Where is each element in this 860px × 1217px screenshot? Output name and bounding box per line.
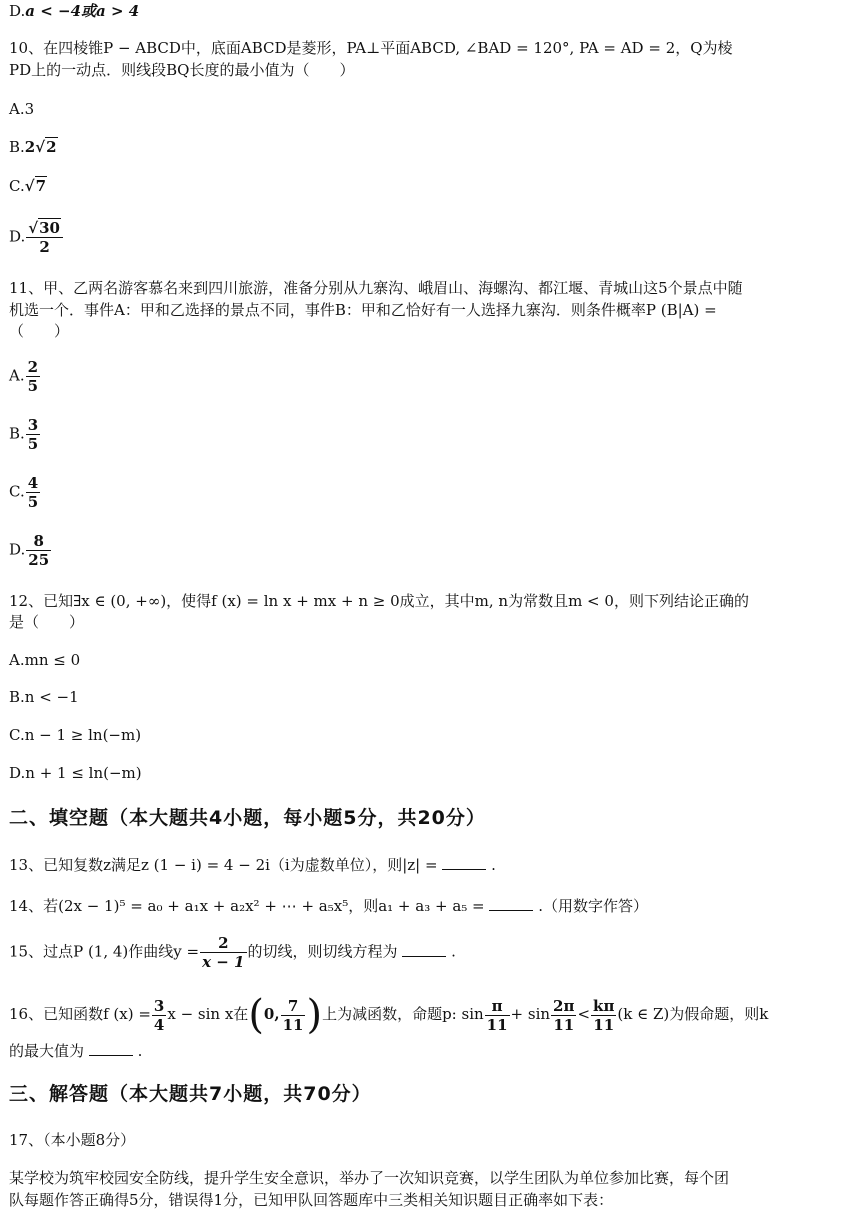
fraction-numerator: 2 xyxy=(200,934,246,953)
fraction-numerator: 2π xyxy=(553,996,575,1015)
q11-option-d xyxy=(9,532,850,569)
option-label: D. xyxy=(9,227,26,246)
q17-heading: 17、（本小题8分） xyxy=(9,1131,136,1149)
q10-option-c: C.√7 xyxy=(9,177,47,195)
option-expr: a < −4或a > 4 xyxy=(25,2,140,20)
q12-stem-line1: 12、已知∃x ∈ (0, +∞)，使得f (x) = ln x + mx + n ≥ 0成立，其中m, n为常数且m < 0，则下列结论正确的 xyxy=(9,592,749,610)
fraction-numerator: 4 xyxy=(27,474,39,492)
fraction-denominator: 11 xyxy=(486,1015,508,1034)
question-end: . xyxy=(137,1042,143,1060)
q11-option-b xyxy=(9,416,850,453)
option-label: A. xyxy=(9,366,25,385)
question-text: 15、过点P (1, 4)作曲线y = xyxy=(9,942,200,961)
fraction-denominator: 4 xyxy=(153,1015,165,1034)
fraction-numerator: π xyxy=(485,997,510,1016)
fraction-numerator: 2 xyxy=(27,358,39,376)
right-paren: ) xyxy=(306,992,323,1038)
question-text: 的切线，则切线方程为 xyxy=(247,942,398,961)
fraction-numerator: kπ xyxy=(593,996,615,1015)
q11-option-c xyxy=(9,474,850,511)
q17-text-line1: 某学校为筑牢校园安全防线，提升学生安全意识，举办了一次知识竞赛，以学生团队为单位参加比赛，每个团 xyxy=(9,1169,730,1187)
fraction-numerator: 3 xyxy=(153,996,165,1015)
fraction-denominator: 11 xyxy=(553,1015,575,1034)
q11-stem-line3: （ ） xyxy=(9,322,70,340)
fraction-denominator: 5 xyxy=(27,435,39,453)
section-heading-solve: 三、解答题（本大题共7小题，共70分） xyxy=(9,1083,372,1105)
fraction-denominator: 11 xyxy=(593,1015,615,1034)
q17-text-line2: 队每题作答正确得5分，错误得1分，已知甲队回答题库中三类相关知识题目正确率如下表： xyxy=(9,1191,614,1209)
fraction-numerator: 8 xyxy=(26,532,51,551)
operator: + sin xyxy=(510,1005,551,1023)
answer-blank[interactable] xyxy=(442,855,486,870)
q11-stem-line1: 11、甲、乙两名游客慕名来到四川旅游，准备分别从九寨沟、峨眉山、海螺沟、都江堰、青城山这5个景点中随 xyxy=(9,279,743,297)
q10-stem-line2: PD上的一动点．则线段BQ长度的最小值为（ ） xyxy=(9,61,355,79)
q10-option-d: D. $\frac{√30}{2}$ xyxy=(9,219,850,256)
fraction-denominator: 2 xyxy=(39,238,50,256)
q16-line2 xyxy=(9,1040,850,1062)
q12-option-a: A.mn ≤ 0 xyxy=(9,651,81,669)
question-end: . xyxy=(451,942,456,961)
option-label: D. xyxy=(9,2,26,20)
radicand: 2 xyxy=(46,138,57,156)
question-text: 16、已知函数f (x) = xyxy=(9,1005,151,1023)
option-label: B. xyxy=(9,138,25,156)
fraction-denominator: 25 xyxy=(28,551,50,569)
q12-option-b: B.n < −1 xyxy=(9,688,79,706)
question-text: x − sin x在 xyxy=(167,1005,249,1023)
q12-option-c: C.n − 1 ≥ ln(−m) xyxy=(9,726,142,744)
fraction-denominator: 5 xyxy=(27,377,39,395)
q15 xyxy=(9,934,850,971)
section-heading-fill-in: 二、填空题（本大题共4小题，每小题5分，共20分） xyxy=(9,807,486,829)
interval-start: 0, xyxy=(263,1005,280,1023)
coef: 2 xyxy=(24,138,36,156)
q12-stem-line2: 是（ ） xyxy=(9,613,85,631)
question-text: 14、若(2x − 1)⁵ = a₀ + a₁x + a₂x² + ⋯ + a₅x⁵，则a₁ + a₃ + a₅ = xyxy=(9,897,485,915)
option-label: D. xyxy=(9,540,26,559)
q10-option-b: B.2√2 xyxy=(9,138,57,156)
q11-option-a xyxy=(9,358,850,395)
option-label: C. xyxy=(9,177,25,195)
answer-blank[interactable] xyxy=(402,942,446,957)
fraction-denominator: x − 1 xyxy=(202,953,245,971)
q14 xyxy=(9,895,850,917)
q12-option-d: D.n + 1 ≤ ln(−m) xyxy=(9,764,142,782)
q10-stem-line1: 10、在四棱锥P − ABCD中，底面ABCD是菱形，PA⊥平面ABCD, ∠BAD = 120°, PA = AD = 2，Q为棱 xyxy=(9,39,733,57)
fraction-denominator: 5 xyxy=(27,493,39,511)
answer-blank[interactable] xyxy=(89,1041,133,1056)
question-text: 上为减函数，命题p: sin xyxy=(322,1005,484,1023)
question-text: 13、已知复数z满足z (1 − i) = 4 − 2i（i为虚数单位），则|z| = xyxy=(9,856,438,874)
q16-line1 xyxy=(9,992,850,1038)
fraction-denominator: 11 xyxy=(282,1015,304,1034)
option-label: B. xyxy=(9,424,25,443)
q13 xyxy=(9,854,850,876)
question-text: 的最大值为 xyxy=(9,1042,85,1060)
q9-option-d xyxy=(9,0,850,22)
answer-blank[interactable] xyxy=(489,896,533,911)
radicand: 30 xyxy=(39,219,60,237)
q10-option-a: A.3 xyxy=(9,100,35,118)
question-text: (k ∈ Z)为假命题，则k xyxy=(617,1005,769,1023)
q11-stem-line2: 机选一个．事件A：甲和乙选择的景点不同，事件B：甲和乙恰好有一人选择九寨沟．则条件概率P (B|A) = xyxy=(9,301,717,319)
question-end: .（用数字作答） xyxy=(538,897,648,915)
operator: < xyxy=(577,1005,591,1023)
question-end: . xyxy=(491,856,496,874)
radicand: 7 xyxy=(35,177,47,195)
fraction-numerator: 7 xyxy=(281,997,306,1016)
option-label: C. xyxy=(9,482,25,501)
fraction-numerator: 3 xyxy=(27,416,39,434)
left-paren: ( xyxy=(248,992,264,1038)
